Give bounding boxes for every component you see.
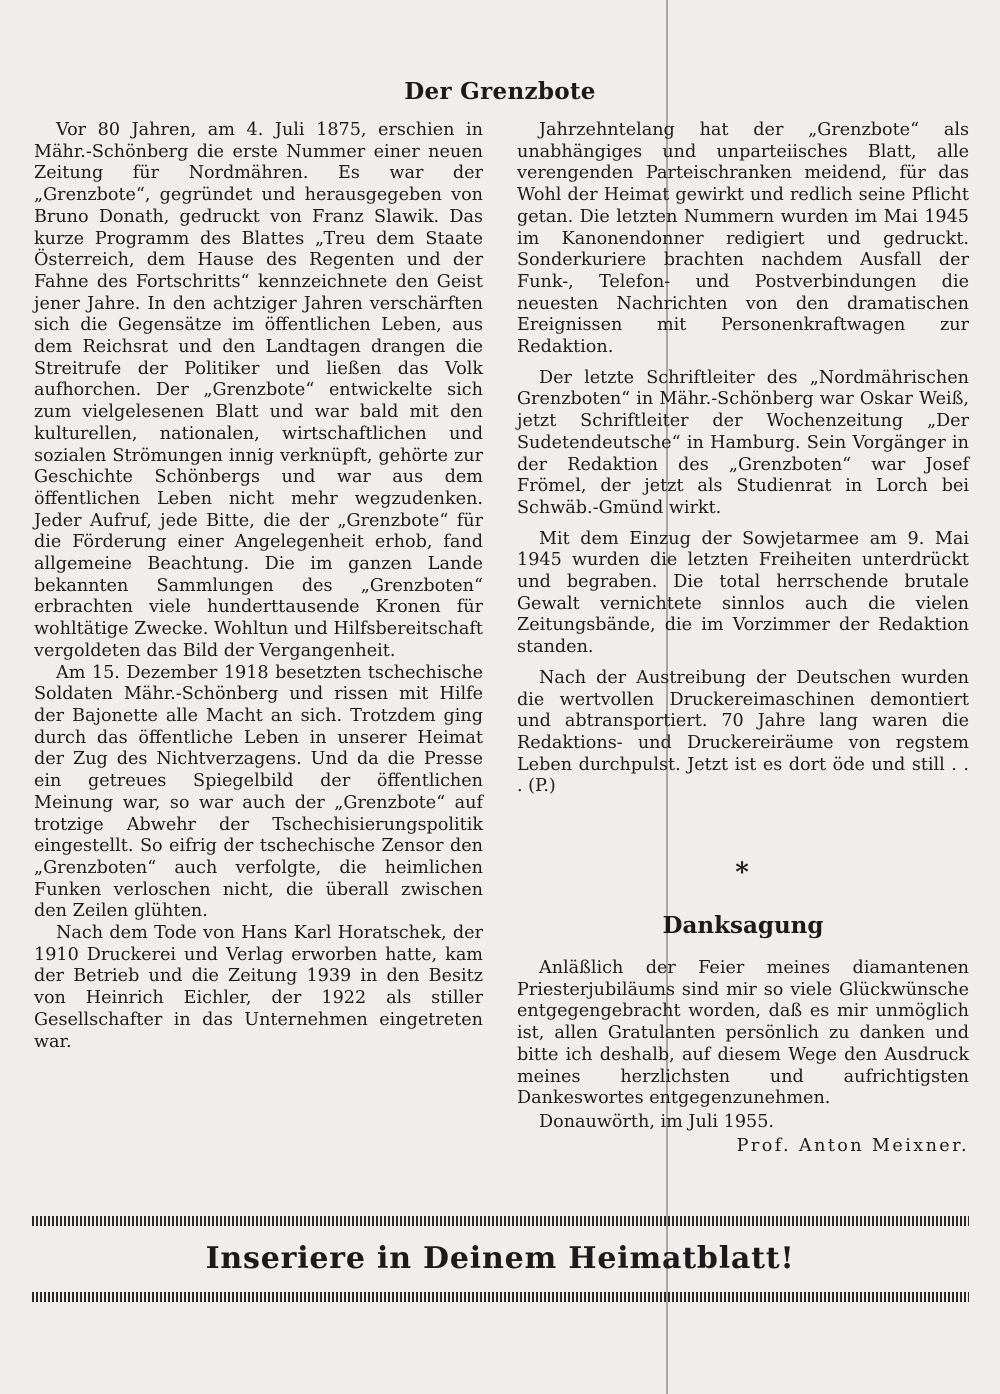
article-paragraph: Der letzte Schriftleiter des „Nordmährischen Grenzboten“ in Mähr.-Schönberg war Oskar Weiß, jetzt Schriftleiter der Wochenzeitung „Der Sudetendeutsche“ in Hamburg. Sein Vorgänger in der Redaktion des „Grenzboten“ war Josef Frömel, der jetzt als Studienrat in Lorch bei Schwäb.-Gmünd wirkt. <box>517 367 969 518</box>
footer-slogan: Inseriere in Deinem Heimatblatt! <box>205 1241 795 1276</box>
top-decorative-rule <box>32 1216 969 1226</box>
article-paragraph: Am 15. Dezember 1918 besetzten tschechische Soldaten Mähr.-Schönberg und rissen mit Hilfe der Bajonette alle Macht an sich. Trotzdem ging durch das öffentliche Leben in unserer Heimat der Zug des Nichtverzagens. Und da die Presse ein getreues Spiegelbild der öffentlichen Meinung war, so war auch der „Grenzbote“ auf trotzige Abwehr der Tschechisierungspolitik eingestellt. So eifrig der tschechische Zensor den „Grenzboten“ auch verfolgte, die heimlichen Funken verloschen nicht, die überall zwischen den Zeilen glühten. <box>34 662 483 922</box>
article-left-column <box>34 120 483 1053</box>
danksagung-signature: Prof. Anton Meixner. <box>736 1135 969 1156</box>
danksagung-title: Danksagung <box>662 912 824 939</box>
article-title: Der Grenzbote <box>404 78 596 105</box>
bottom-decorative-rule <box>32 1292 969 1302</box>
article-right-column <box>517 120 969 798</box>
article-paragraph: Nach der Austreibung der Deutschen wurden die wertvollen Druckereimaschinen demontiert und abtransportiert. 70 Jahre lang waren die Redaktions- und Druckereiräume von regstem Leben durchpulst. Jetzt ist es dort öde und still . . . (P.) <box>517 667 969 797</box>
danksagung-body <box>517 958 969 1157</box>
article-paragraph: Vor 80 Jahren, am 4. Juli 1875, erschien in Mähr.-Schönberg die erste Nummer einer neuen Zeitung für Nordmähren. Es war der „Grenzbote“, gegründet und herausgegeben von Bruno Donath, gedruckt von Franz Slawik. Das kurze Programm des Blattes „Treu dem Staate Österreich, dem Hause des Regenten und der Fahne des Fortschritts“ kennzeichnete den Geist jener Jahre. In den achtziger Jahren verschärften sich die Gegensätze im öffentlichen Leben, aus dem Reichsrat und den Landtagen drangen die Streitrufe der Politiker und ließen das Volk aufhorchen. Der „Grenzbote“ entwickelte sich zum vielgelesenen Blatt und war bald mit den kulturellen, nationalen, wirtschaftlichen und sozialen Strömungen innig verknüpft, gehörte zur Geschichte Schönbergs und war aus dem öffentlichen Leben nicht mehr wegzudenken. Jeder Aufruf, jede Bitte, die der „Grenzbote“ für die Förderung einer Angelegenheit erhob, fand allgemeine Beachtung. Die im ganzen Lande bekannten Sammlungen des „Grenzboten“ erbrachten viele hunderttausende Kronen für wohltätige Zwecke. Wohltun und Hilfsbereitschaft vergoldeten das Bild der Vergangenheit. <box>34 120 483 661</box>
star-separator-icon: * <box>735 858 749 888</box>
danksagung-place-date: Donauwörth, im Juli 1955. <box>539 1111 774 1132</box>
danksagung-text: Anläßlich der Feier meines diamantenen Priesterjubiläums sind mir so viele Glückwünsche entgegengebracht worden, daß es mir unmöglich ist, allen Gratulanten persönlich zu danken und bitte ich deshalb, auf diesem Wege den Ausdruck meines herzlichsten und aufrichtigsten Dankeswortes entgegenzunehmen. <box>517 958 969 1109</box>
article-paragraph: Nach dem Tode von Hans Karl Horatschek, der 1910 Druckerei und Verlag erworben hatte, kam der Betrieb und die Zeitung 1939 in den Besitz von Heinrich Eichler, der 1922 als stiller Gesellschafter in das Unternehmen eingetreten war. <box>34 923 483 1052</box>
article-paragraph: Jahrzehntelang hat der „Grenzbote“ als unabhängiges und unparteiisches Blatt, alle verengenden Parteischranken meidend, für das Wohl der Heimat gewirkt und redlich seine Pflicht getan. Die letzten Nummern wurden im Mai 1945 im Kanonendonner redigiert und gedruckt. Sonderkuriere brachten nachdem Ausfall der Funk-, Telefon- und Postverbindungen die neuesten Nachrichten von den dramatischen Ereignissen mit Personenkraftwagen zur Redaktion. <box>517 120 969 358</box>
article-paragraph: Mit dem Einzug der Sowjetarmee am 9. Mai 1945 wurden die letzten Freiheiten unterdrückt und begraben. Die total herrschende brutale Gewalt vernichtete sinnlos auch die vielen Zeitungsbände, die im Vorzimmer der Redaktion standen. <box>517 528 969 658</box>
